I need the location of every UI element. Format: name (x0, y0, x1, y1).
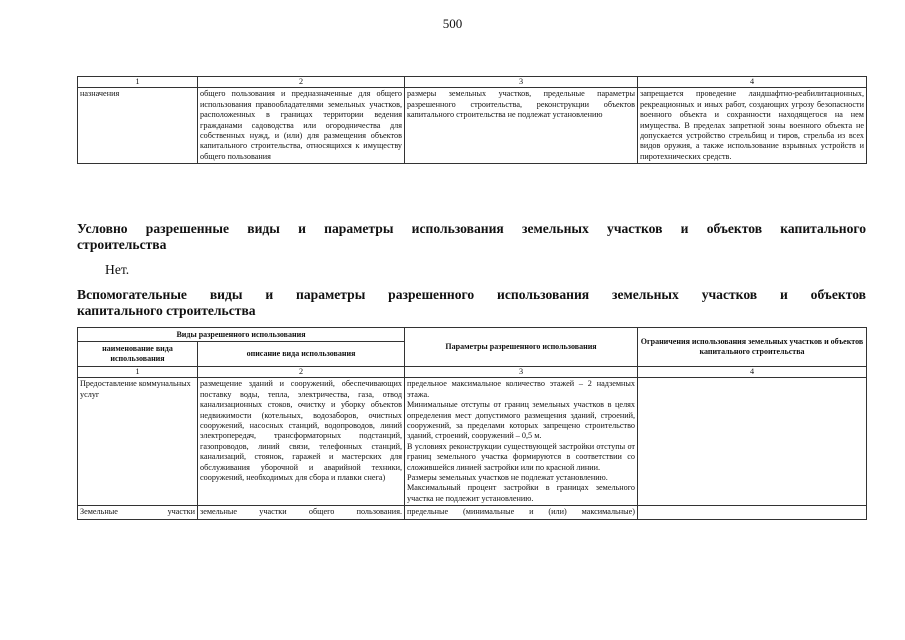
heading-line: капитального строительства (77, 303, 256, 318)
auxiliary-uses-table (77, 327, 867, 520)
column-number: 3 (405, 77, 638, 88)
column-number: 3 (405, 367, 638, 378)
column-number: 2 (198, 367, 405, 378)
column-number: 4 (638, 77, 867, 88)
heading-line: Условно разрешенные виды и параметры использования земельных участков и объектов капитального (77, 221, 866, 236)
header-parameters: Параметры разрешенного использования (405, 328, 638, 367)
column-number: 1 (78, 367, 198, 378)
column-number-row (78, 77, 867, 88)
column-number: 2 (198, 77, 405, 88)
cell-restrictions (638, 378, 867, 506)
table-row (78, 378, 867, 506)
header-use-description: описание вида использования (198, 342, 405, 367)
column-number: 4 (638, 367, 867, 378)
parameter-paragraph: В условиях реконструкции существующей застройки отступы от границ земельного участка формируются в соответствии со сложившейся линией застройки или по красной линии. (407, 441, 636, 472)
table-row (78, 88, 867, 164)
cell-parameters: размеры земельных участков, предельные параметры разрешенного строительства, реконструкции объектов капитального строительства не подлежат установлению (405, 88, 638, 164)
parameter-paragraph: Максимальный процент застройки в границах земельного участка не подлежит установлению. (407, 483, 636, 503)
column-number-row (78, 367, 867, 378)
parameter-paragraph: Размеры земельных участков не подлежат установлению. (407, 473, 608, 483)
section-text: Нет. (105, 262, 130, 277)
header-row (78, 328, 867, 342)
column-number: 1 (78, 77, 198, 88)
page-number: 500 (442, 16, 463, 31)
cell-use-description: общего пользования и предназначенные для общего использования правообладателями земельных участков, расположенных в границах территории ведения гражданами садоводства или огородничества для собственных нужд, и (или) для размещения объектов капитального строительства, относящихся к имуществу общего пользования (198, 88, 405, 164)
table-continued (77, 76, 867, 164)
cell-use-name: Земельные участки (78, 506, 198, 519)
cell-restrictions (638, 506, 867, 519)
cell-use-name: Предоставление коммунальных услуг (78, 378, 198, 506)
cell-restrictions: запрещается проведение ландшафтно-реабилитационных, рекреационных и иных работ, создающих угрозу безопасности военного объекта и сохранности находящегося на нем имущества. В пределах запретной зоны военного объекта не допускается устройство стрельбищ и тиров, стрельба из всех видов оружия, а также использование взрывных устройств и пиротехнических средств. (638, 88, 867, 164)
parameter-paragraph: предельное максимальное количество этажей – 2 надземных этажа. (407, 379, 636, 399)
heading-line: строительства (77, 237, 167, 252)
section-heading-conditional (77, 221, 866, 253)
cell-use-description: размещение зданий и сооружений, обеспечивающих поставку воды, тепла, электричества, газа, отвод канализационных стоков, очистку и уборку объектов недвижимости (котельных, водозаборов, очистных сооружений, насосных станций, водопроводов, линий электропередач, трансформаторных подстанций, газопроводов, линий связи, телефонных станций, канализаций, стоянок, гаражей и мастерских для обслуживания уборочной и аварийной техники, сооружений, необходимых для сбора и плавки снега) (198, 378, 405, 506)
cell-use-description: земельные участки общего пользования. (198, 506, 405, 519)
cell-parameters (405, 378, 638, 506)
heading-line: Вспомогательные виды и параметры разрешенного использования земельных участков и объектов (77, 287, 866, 302)
parameter-paragraph: Минимальные отступы от границ земельных участков в целях определения мест допустимого размещения зданий, строений, сооружений, за пределами которых запрещено строительство зданий, строений, сооружений – 0,5 м. (407, 400, 636, 441)
cell-use-name: назначения (78, 88, 198, 164)
header-restrictions: Ограничения использования земельных участков и объектов капитального строительства (638, 328, 867, 367)
section-heading-auxiliary (77, 287, 866, 319)
table-row (78, 506, 867, 519)
header-group: Виды разрешенного использования (78, 328, 405, 342)
header-use-name: наименование вида использования (78, 342, 198, 367)
cell-parameters: предельные (минимальные и (или) максимальные) (405, 506, 638, 519)
